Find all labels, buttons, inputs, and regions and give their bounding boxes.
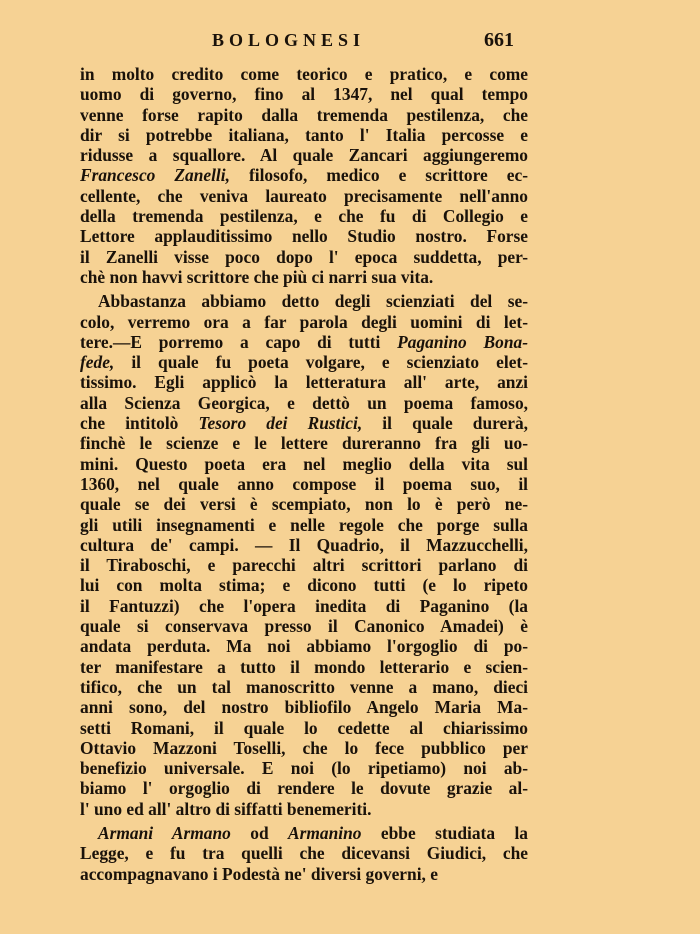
text-line	[80, 596, 528, 616]
text-line	[80, 718, 528, 738]
text-segment: tissimo. Egli applicò la letteratura all' arte, anzi	[80, 372, 528, 393]
text-line	[80, 697, 528, 717]
text-segment: biamo l' orgoglio di rendere le dovute grazie al-	[80, 778, 528, 799]
text-segment: che intitolò	[80, 413, 199, 434]
text-segment: dir si potrebbe italiana, tanto l' Italia percosse e	[80, 124, 528, 145]
text-segment: il quale durerà,	[362, 413, 528, 434]
text-segment: lui con molta stima; e dicono tutti (e lo ripeto	[80, 575, 528, 596]
italic-segment: Tesoro dei Rustici,	[198, 413, 363, 434]
body-text	[80, 64, 528, 884]
text-line	[80, 799, 528, 819]
text-segment: tifico, che un tal manoscritto venne a mano, dieci	[80, 676, 528, 697]
text-segment: della tremenda pestilenza, e che fu di Collegio e	[80, 206, 528, 227]
text-segment: in molto credito come teorico e pratico, e come	[80, 64, 528, 84]
text-segment: finchè le scienze e le lettere dureranno fra gli uo-	[80, 433, 528, 454]
italic-segment: Armanino	[288, 822, 362, 843]
text-line	[80, 186, 528, 206]
text-segment: il Fantuzzi) che l'opera inedita di Paganino (la	[80, 595, 528, 616]
text-line	[80, 312, 528, 332]
text-line	[80, 413, 528, 433]
paragraph	[80, 291, 528, 819]
text-segment: ter manifestare a tutto il mondo letterario e scien-	[80, 656, 528, 677]
text-line	[80, 843, 528, 863]
text-segment: cultura de' campi. — Il Quadrio, il Mazzucchelli,	[80, 534, 528, 555]
text-segment: gli utili insegnamenti e nelle regole che porge sulla	[80, 514, 528, 535]
text-line	[80, 267, 528, 287]
text-segment: il Tiraboschi, e parecchi altri scrittori parlano di	[80, 555, 528, 576]
text-line	[80, 474, 528, 494]
paragraph	[80, 64, 528, 287]
text-segment: uomo di governo, fino al 1347, nel qual tempo	[80, 84, 528, 105]
text-line	[80, 616, 528, 636]
text-segment: Legge, e fu tra quelli che dicevansi Giudici, che	[80, 843, 528, 864]
text-line	[80, 291, 528, 311]
text-segment: tere.—E porremo a capo di tutti	[80, 331, 398, 352]
text-line	[80, 125, 528, 145]
text-segment: 1360, nel quale anno compose il poema suo, il	[80, 473, 528, 494]
text-line	[80, 64, 528, 84]
text-line	[80, 864, 528, 884]
text-segment: Lettore applauditissimo nello Studio nostro. Forse	[80, 226, 528, 247]
text-line	[80, 535, 528, 555]
italic-segment: Paganino Bona-	[397, 331, 528, 352]
paragraph	[80, 823, 528, 884]
text-segment: Abbastanza abbiamo detto degli scienziati del se-	[98, 291, 528, 312]
text-segment: filosofo, medico e scrittore ec-	[229, 165, 528, 186]
text-line	[80, 247, 528, 267]
text-segment: ridusse a squallore. Al quale Zancari aggiungeremo	[80, 145, 528, 166]
text-line	[80, 823, 528, 843]
text-line	[80, 515, 528, 535]
text-line	[80, 657, 528, 677]
italic-segment: Francesco Zanelli,	[80, 165, 230, 186]
page-number: 661	[484, 29, 514, 51]
text-segment: od	[230, 822, 289, 843]
text-segment: quale se dei versi è scempiato, non lo è però ne-	[80, 494, 528, 515]
text-segment: Ottavio Mazzoni Toselli, che lo fece pubblico per	[80, 737, 528, 758]
text-line	[80, 494, 528, 514]
text-segment: benefizio universale. E noi (lo ripetiamo) noi ab-	[80, 758, 528, 779]
running-title: BOLOGNESI	[212, 30, 366, 50]
text-line	[80, 555, 528, 575]
text-segment: chè non havvi scrittore che più ci narri sua vita.	[80, 266, 434, 287]
text-segment: quale si conservava presso il Canonico Amadei) è	[80, 616, 528, 637]
text-line	[80, 758, 528, 778]
running-header	[80, 30, 528, 54]
text-line	[80, 145, 528, 165]
text-line	[80, 105, 528, 125]
text-segment: anni sono, del nostro bibliofilo Angelo Maria Ma-	[80, 697, 528, 718]
text-line	[80, 332, 528, 352]
text-segment: ebbe studiata la	[361, 822, 528, 843]
text-line	[80, 778, 528, 798]
text-segment: il Zanelli visse poco dopo l' epoca suddetta, per-	[80, 246, 528, 267]
text-segment: accompagnavano i Podestà ne' diversi governi, e	[80, 863, 438, 884]
text-segment: alla Scienza Georgica, e dettò un poema famoso,	[80, 392, 528, 413]
text-line	[80, 636, 528, 656]
text-line	[80, 575, 528, 595]
italic-segment: fede,	[80, 352, 115, 373]
text-line	[80, 226, 528, 246]
text-line	[80, 677, 528, 697]
text-segment: colo, verremo ora a far parola degli uomini di let-	[80, 311, 528, 332]
text-segment: setti Romani, il quale lo cedette al chiarissimo	[80, 717, 528, 738]
text-line	[80, 165, 528, 185]
text-line	[80, 372, 528, 392]
text-segment: l' uno ed all' altro di siffatti benemeriti.	[80, 798, 372, 819]
text-segment: il quale fu poeta volgare, e scienziato elet-	[114, 352, 528, 373]
text-segment: andata perduta. Ma noi abbiamo l'orgoglio di po-	[80, 636, 528, 657]
text-line	[80, 352, 528, 372]
text-line	[80, 454, 528, 474]
text-segment: mini. Questo poeta era nel meglio della vita sul	[80, 453, 528, 474]
text-segment: cellente, che veniva laureato precisamente nell'anno	[80, 185, 528, 206]
text-line	[80, 206, 528, 226]
text-line	[80, 393, 528, 413]
text-segment: venne forse rapito dalla tremenda pestilenza, che	[80, 104, 528, 125]
italic-segment: Armani Armano	[98, 822, 231, 843]
text-line	[80, 433, 528, 453]
text-line	[80, 738, 528, 758]
text-line	[80, 84, 528, 104]
